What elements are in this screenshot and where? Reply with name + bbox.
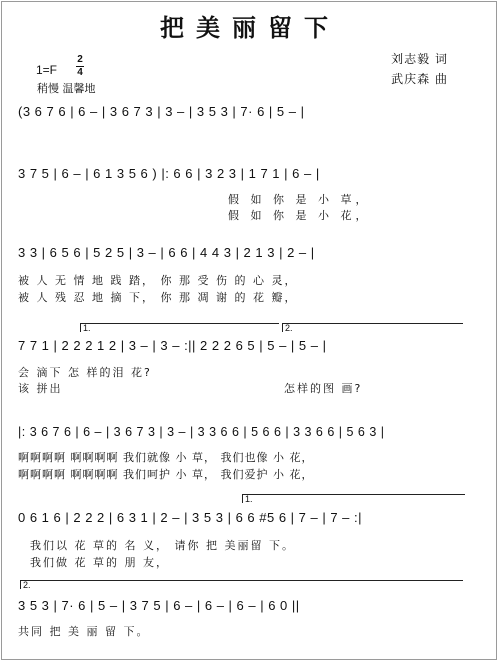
lyric-line-5a: 啊啊啊啊 啊啊啊啊 我们就像 小 草， 我们也像 小 花， (18, 451, 314, 464)
notation-line-7: 3 5 3 | 7· 6 | 5 – | 3 7 5 | 6 – | 6 – | 6 – | 6 0 || (18, 598, 300, 613)
lyric-line-2b: 假 如 你 是 小 花， (228, 209, 371, 222)
notation-line-5: |: 3 6 7 6 | 6 – | 3 6 7 3 | 3 – | 3 3 6 6 | 5 6 6 | 3 3 6 6 | 5 6 3 | (18, 425, 385, 439)
composer-credit: 武庆森 曲 (391, 72, 448, 86)
lyric-line-4c: 怎样的图 画? (284, 382, 363, 395)
tempo-marking: 稍慢 温馨地 (37, 82, 96, 95)
lyric-line-6b: 我们做 花 草的 朋 友， (30, 556, 169, 569)
time-signature-bottom: 4 (77, 67, 83, 78)
lyric-line-3a: 被 人 无 情 地 践 踏， 你 那 受 伤 的 心 灵， (18, 274, 298, 287)
key-signature: 1=F (36, 63, 58, 77)
lyric-line-4b: 该 拼出 (18, 382, 63, 395)
volta-first-ending: 1. (80, 323, 279, 332)
volta-second-ending-2: 2. (20, 580, 463, 589)
lyricist-credit: 刘志毅 词 (391, 52, 448, 66)
lyric-line-5b: 啊啊啊啊 啊啊啊啊 我们呵护 小 草， 我们爱护 小 花， (18, 468, 314, 481)
lyric-line-6a: 我们以 花 草的 名 义， 请你 把 美丽留 下。 (30, 539, 295, 552)
volta-second-ending: 2. (282, 323, 463, 332)
lyric-line-7: 共同 把 美 丽 留 下。 (18, 625, 150, 638)
lyric-line-2a: 假 如 你 是 小 草， (228, 193, 371, 206)
lyric-line-3b: 被 人 残 忍 地 摘 下， 你 那 凋 谢 的 花 瓣， (18, 291, 298, 304)
notation-line-1: (3 6 7 6 | 6 – | 3 6 7 3 | 3 – | 3 5 3 | 7· 6 | 5 – | (18, 104, 305, 119)
notation-line-2: 3 7 5 | 6 – | 6 1 3 5 6 ) |: 6 6 | 3 2 3 | 1 7 1 | 6 – | (18, 166, 320, 181)
time-signature-top: 2 (77, 54, 83, 65)
volta-first-ending-2: 1. (242, 494, 465, 503)
notation-line-3: 3 3 | 6 5 6 | 5 2 5 | 3 – | 6 6 | 4 4 3 | 2 1 3 | 2 – | (18, 245, 315, 260)
song-title: 把美丽留下 (160, 14, 340, 42)
lyric-line-4a: 会 滴下 怎 样的泪 花? (18, 366, 152, 379)
time-signature (76, 55, 84, 78)
notation-line-4: 7 7 1 | 2 2 2 1 2 | 3 – | 3 – :|| 2 2 2 6 5 | 5 – | 5 – | (18, 338, 327, 353)
notation-line-6: 0 6 1 6 | 2 2 2 | 6 3 1 | 2 – | 3 5 3 | 6 6 #5 6 | 7 – | 7 – :| (18, 510, 363, 525)
